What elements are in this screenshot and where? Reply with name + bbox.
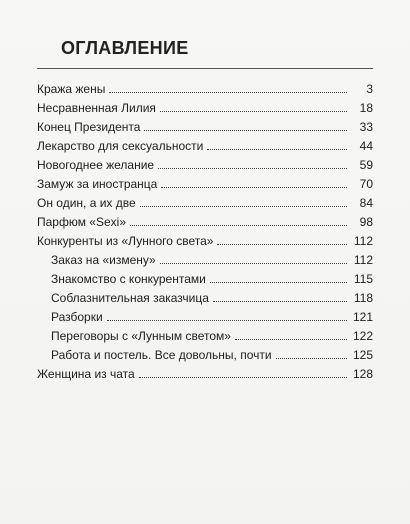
toc-leader-dots [144, 129, 347, 131]
toc-leader-dots [160, 262, 347, 264]
toc-list [37, 77, 373, 381]
toc-leader-dots [140, 205, 347, 207]
toc-entry-page: 122 [352, 329, 373, 343]
toc-entry [37, 115, 373, 134]
toc-entry-title: Конкуренты из «Лунного света» [37, 234, 214, 248]
toc-subentry [37, 324, 373, 343]
toc-subentry [37, 286, 373, 305]
title-rule [37, 68, 373, 69]
toc-entry-page: 59 [359, 158, 373, 172]
toc-subentry [37, 248, 373, 267]
toc-leader-dots [160, 110, 347, 112]
toc-entry-title: Конец Президента [37, 120, 141, 134]
toc-entry-page: 98 [359, 215, 373, 229]
toc-entry-title: Парфюм «Sexi» [37, 215, 126, 229]
toc-entry-page: 121 [352, 310, 373, 324]
toc-entry [37, 153, 373, 172]
toc-entry-title: Новогоднее желание [37, 158, 155, 172]
toc-entry-title: Соблазнительная заказчица [51, 291, 209, 305]
toc-leader-dots [158, 167, 347, 169]
toc-entry [37, 362, 373, 381]
toc-leader-dots [130, 224, 347, 226]
toc-entry-title: Несравненная Лилия [37, 101, 156, 115]
toc-entry-page: 84 [359, 196, 373, 210]
toc-leader-dots [210, 281, 347, 283]
toc-entry-page: 18 [359, 101, 373, 115]
toc-entry [37, 191, 373, 210]
toc-entry-page: 112 [353, 253, 373, 267]
toc-entry [37, 172, 373, 191]
toc-entry-page: 112 [353, 234, 373, 248]
toc-entry-title: Переговоры с «Лунным светом» [51, 329, 231, 343]
toc-leader-dots [207, 148, 347, 150]
toc-leader-dots [235, 338, 347, 340]
toc-entry-page: 128 [352, 367, 373, 381]
toc-entry-page: 44 [359, 139, 373, 153]
toc-entry-title: Он один, а их две [37, 196, 136, 210]
toc-entry [37, 229, 373, 248]
toc-title: ОГЛАВЛЕНИЕ [61, 38, 189, 58]
toc-entry-page: 3 [366, 82, 373, 96]
toc-leader-dots [217, 243, 347, 245]
toc-entry [37, 134, 373, 153]
toc-entry-page: 70 [359, 177, 373, 191]
toc-leader-dots [109, 91, 347, 93]
toc-leader-dots [107, 319, 347, 321]
toc-subentry [37, 343, 373, 362]
toc-entry [37, 77, 373, 96]
toc-entry-title: Работа и постель. Все довольны, почти [51, 348, 272, 362]
toc-entry [37, 210, 373, 229]
toc-entry-title: Заказ на «измену» [51, 253, 156, 267]
toc-entry [37, 96, 373, 115]
toc-entry-title: Лекарство для сексуальности [37, 139, 204, 153]
toc-entry-page: 118 [353, 291, 373, 305]
toc-entry-page: 33 [359, 120, 373, 134]
toc-entry-title: Женщина из чата [37, 367, 135, 381]
toc-entry-title: Разборки [51, 310, 103, 324]
toc-subentry [37, 305, 373, 324]
toc-entry-page: 115 [353, 272, 373, 286]
toc-leader-dots [276, 357, 347, 359]
toc-entry-title: Знакомство с конкурентами [51, 272, 206, 286]
toc-subentry [37, 267, 373, 286]
toc-leader-dots [213, 300, 347, 302]
toc-leader-dots [161, 186, 347, 188]
toc-leader-dots [139, 376, 347, 378]
toc-entry-title: Замуж за иностранца [37, 177, 158, 191]
toc-entry-title: Кража жены [37, 82, 106, 96]
toc-entry-page: 125 [352, 348, 373, 362]
